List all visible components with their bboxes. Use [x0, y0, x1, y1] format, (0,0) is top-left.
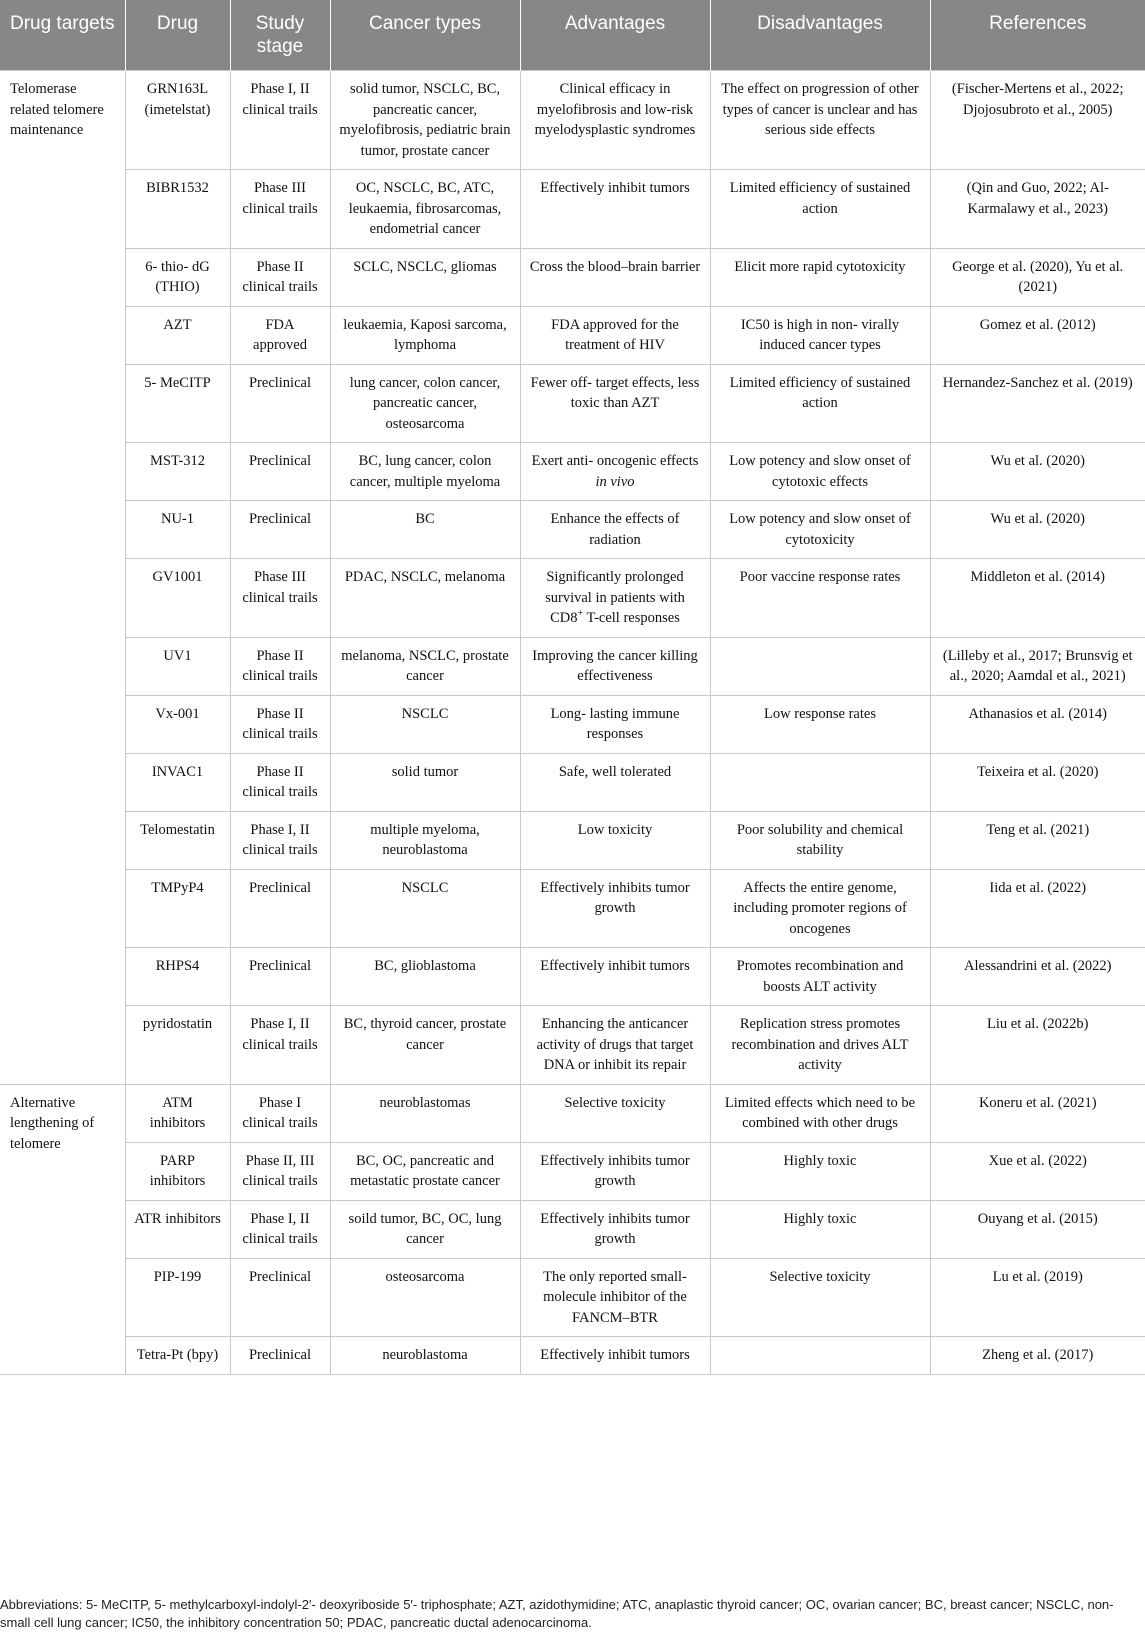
table-row — [0, 637, 1145, 695]
table-row — [0, 869, 1145, 948]
cell-stage: Phase II, III clinical trails — [230, 1142, 330, 1200]
cell-drug: pyridostatin — [125, 1006, 230, 1085]
table-row — [0, 170, 1145, 249]
cell-disadvantages: Low potency and slow onset of cytotoxicity — [710, 501, 930, 559]
cell-cancer: BC, glioblastoma — [330, 948, 520, 1006]
cell-references: Hernandez-Sanchez et al. (2019) — [930, 364, 1145, 443]
cell-drug: ATM inhibitors — [125, 1084, 230, 1142]
cell-cancer: BC, thyroid cancer, prostate cancer — [330, 1006, 520, 1085]
table-row — [0, 948, 1145, 1006]
cell-advantages: The only reported small-molecule inhibitor of the FANCM–BTR — [520, 1258, 710, 1337]
cell-stage: Phase II clinical trails — [230, 637, 330, 695]
cell-cancer: OC, NSCLC, BC, ATC, leukaemia, fibrosarcomas, endometrial cancer — [330, 170, 520, 249]
cell-cancer: SCLC, NSCLC, gliomas — [330, 248, 520, 306]
header-disadvantages: Disadvantages — [710, 0, 930, 71]
cell-stage: Preclinical — [230, 1337, 330, 1375]
cell-drug: UV1 — [125, 637, 230, 695]
cell-references: (Qin and Guo, 2022; Al-Karmalawy et al., 2023) — [930, 170, 1145, 249]
cell-stage: Preclinical — [230, 948, 330, 1006]
cell-stage: Preclinical — [230, 364, 330, 443]
cell-advantages: Effectively inhibits tumor growth — [520, 1142, 710, 1200]
cell-cancer: osteosarcoma — [330, 1258, 520, 1337]
cell-cancer: NSCLC — [330, 695, 520, 753]
cell-disadvantages: Low response rates — [710, 695, 930, 753]
cell-stage: Phase II clinical trails — [230, 753, 330, 811]
cell-cancer: melanoma, NSCLC, prostate cancer — [330, 637, 520, 695]
cell-stage: Preclinical — [230, 1258, 330, 1337]
cell-cancer: NSCLC — [330, 869, 520, 948]
cell-disadvantages: Poor solubility and chemical stability — [710, 811, 930, 869]
cell-stage: Phase I, II clinical trails — [230, 1200, 330, 1258]
cell-disadvantages: Limited effects which need to be combined with other drugs — [710, 1084, 930, 1142]
cell-stage: Phase II clinical trails — [230, 695, 330, 753]
cell-references: Xue et al. (2022) — [930, 1142, 1145, 1200]
cell-stage: FDA approved — [230, 306, 330, 364]
cell-drug: GV1001 — [125, 559, 230, 638]
table-row — [0, 1084, 1145, 1142]
cell-drug: AZT — [125, 306, 230, 364]
cell-drug: BIBR1532 — [125, 170, 230, 249]
cell-references: Teng et al. (2021) — [930, 811, 1145, 869]
header-references: References — [930, 0, 1145, 71]
table-row — [0, 1200, 1145, 1258]
cell-disadvantages: The effect on progression of other types of cancer is unclear and has serious side effects — [710, 71, 930, 170]
cell-references: Gomez et al. (2012) — [930, 306, 1145, 364]
table-row — [0, 559, 1145, 638]
cell-stage: Phase II clinical trails — [230, 248, 330, 306]
cell-drug: INVAC1 — [125, 753, 230, 811]
cell-cancer: solid tumor, NSCLC, BC, pancreatic cancer, myelofibrosis, pediatric brain tumor, prostate cancer — [330, 71, 520, 170]
cell-cancer: BC, lung cancer, colon cancer, multiple myeloma — [330, 443, 520, 501]
cell-references: George et al. (2020), Yu et al. (2021) — [930, 248, 1145, 306]
header-advantages: Advantages — [520, 0, 710, 71]
cell-references: Athanasios et al. (2014) — [930, 695, 1145, 753]
cell-cancer: neuroblastoma — [330, 1337, 520, 1375]
cell-advantages: Selective toxicity — [520, 1084, 710, 1142]
cell-cancer: leukaemia, Kaposi sarcoma, lymphoma — [330, 306, 520, 364]
cell-advantages: Effectively inhibits tumor growth — [520, 869, 710, 948]
cell-disadvantages: Replication stress promotes recombination and drives ALT activity — [710, 1006, 930, 1085]
cell-advantages — [520, 559, 710, 638]
cell-disadvantages: IC50 is high in non- virally induced cancer types — [710, 306, 930, 364]
cell-references: Lu et al. (2019) — [930, 1258, 1145, 1337]
cell-advantages: FDA approved for the treatment of HIV — [520, 306, 710, 364]
cell-stage: Phase III clinical trails — [230, 170, 330, 249]
cell-advantages: Cross the blood–brain barrier — [520, 248, 710, 306]
cell-references: Liu et al. (2022b) — [930, 1006, 1145, 1085]
cell-drug: MST-312 — [125, 443, 230, 501]
cell-references: (Fischer-Mertens et al., 2022; Djojosubroto et al., 2005) — [930, 71, 1145, 170]
advantages-text-end: T-cell responses — [583, 610, 680, 626]
cell-advantages: Effectively inhibit tumors — [520, 948, 710, 1006]
table-row — [0, 364, 1145, 443]
advantages-text: Significantly prolonged survival in patients with CD8 — [545, 569, 685, 626]
table-row — [0, 248, 1145, 306]
cell-advantages — [520, 443, 710, 501]
cell-disadvantages: Poor vaccine response rates — [710, 559, 930, 638]
cell-references: Teixeira et al. (2020) — [930, 753, 1145, 811]
table-row — [0, 811, 1145, 869]
advantages-text: Exert anti- oncogenic effects — [531, 453, 699, 469]
cell-references: Middleton et al. (2014) — [930, 559, 1145, 638]
table-row — [0, 1337, 1145, 1375]
cell-drug: 5- MeCITP — [125, 364, 230, 443]
cell-disadvantages: Limited efficiency of sustained action — [710, 170, 930, 249]
cell-stage: Phase I, II clinical trails — [230, 71, 330, 170]
cell-references: Iida et al. (2022) — [930, 869, 1145, 948]
cell-advantages: Effectively inhibit tumors — [520, 1337, 710, 1375]
table-row — [0, 695, 1145, 753]
cell-disadvantages: Elicit more rapid cytotoxicity — [710, 248, 930, 306]
cell-drug: Telomestatin — [125, 811, 230, 869]
cell-drug: 6- thio- dG (THIO) — [125, 248, 230, 306]
header-drug: Drug — [125, 0, 230, 71]
cell-references: Zheng et al. (2017) — [930, 1337, 1145, 1375]
cell-cancer: BC, OC, pancreatic and metastatic prostate cancer — [330, 1142, 520, 1200]
cell-drug: PIP-199 — [125, 1258, 230, 1337]
cell-stage: Preclinical — [230, 869, 330, 948]
cell-stage: Phase I, II clinical trails — [230, 1006, 330, 1085]
advantages-italic: in vivo — [595, 473, 635, 490]
superscript: + — [577, 608, 584, 620]
cell-drug: GRN163L (imetelstat) — [125, 71, 230, 170]
cell-disadvantages: Affects the entire genome, including promoter regions of oncogenes — [710, 869, 930, 948]
header-study-stage: Study stage — [230, 0, 330, 71]
cell-references: Ouyang et al. (2015) — [930, 1200, 1145, 1258]
abbreviations-footnote: Abbreviations: 5- MeCITP, 5- methylcarboxyl-indolyl-2′- deoxyriboside 5′- triphosphate; AZT, azidothymidine; ATC, anaplastic thyroid cancer; OC, ovarian cancer; BC, breast cancer; NSCLC, non-small cell lung cancer; IC50, the inhibitory concentration 50; PDAC, pancreatic ductal adenocarcinoma. — [0, 1597, 1114, 1630]
header-drug-targets: Drug targets — [0, 0, 125, 71]
cell-references: Wu et al. (2020) — [930, 443, 1145, 501]
cell-references: Koneru et al. (2021) — [930, 1084, 1145, 1142]
cell-drug: RHPS4 — [125, 948, 230, 1006]
table-row — [0, 501, 1145, 559]
cell-disadvantages: Selective toxicity — [710, 1258, 930, 1337]
header-cancer-types: Cancer types — [330, 0, 520, 71]
cell-advantages: Safe, well tolerated — [520, 753, 710, 811]
cell-disadvantages — [710, 1337, 930, 1375]
cell-cancer: solid tumor — [330, 753, 520, 811]
cell-cancer: soild tumor, BC, OC, lung cancer — [330, 1200, 520, 1258]
cell-cancer: BC — [330, 501, 520, 559]
table-row — [0, 1258, 1145, 1337]
cell-disadvantages: Low potency and slow onset of cytotoxic effects — [710, 443, 930, 501]
cell-advantages: Clinical efficacy in myelofibrosis and low-risk myelodysplastic syndromes — [520, 71, 710, 170]
cell-cancer: neuroblastomas — [330, 1084, 520, 1142]
cell-stage: Phase I clinical trails — [230, 1084, 330, 1142]
table-row — [0, 753, 1145, 811]
cell-advantages: Enhance the effects of radiation — [520, 501, 710, 559]
cell-drug: ATR inhibitors — [125, 1200, 230, 1258]
cell-advantages: Improving the cancer killing effectiveness — [520, 637, 710, 695]
group-label: Telomerase related telomere maintenance — [0, 71, 125, 1085]
cell-references: Alessandrini et al. (2022) — [930, 948, 1145, 1006]
cell-drug: NU-1 — [125, 501, 230, 559]
cell-cancer: PDAC, NSCLC, melanoma — [330, 559, 520, 638]
cell-advantages: Enhancing the anticancer activity of drugs that target DNA or inhibit its repair — [520, 1006, 710, 1085]
group-label: Alternative lengthening of telomere — [0, 1084, 125, 1374]
cell-cancer: lung cancer, colon cancer, pancreatic cancer, osteosarcoma — [330, 364, 520, 443]
table-row — [0, 71, 1145, 170]
cell-disadvantages: Highly toxic — [710, 1200, 930, 1258]
cell-cancer: multiple myeloma, neuroblastoma — [330, 811, 520, 869]
cell-advantages: Low toxicity — [520, 811, 710, 869]
cell-disadvantages — [710, 637, 930, 695]
cell-stage: Phase III clinical trails — [230, 559, 330, 638]
cell-stage: Phase I, II clinical trails — [230, 811, 330, 869]
cell-references: Wu et al. (2020) — [930, 501, 1145, 559]
table-row — [0, 1006, 1145, 1085]
cell-disadvantages: Highly toxic — [710, 1142, 930, 1200]
cell-advantages: Fewer off- target effects, less toxic than AZT — [520, 364, 710, 443]
header-row — [0, 0, 1145, 71]
cell-references: (Lilleby et al., 2017; Brunsvig et al., 2020; Aamdal et al., 2021) — [930, 637, 1145, 695]
cell-advantages: Long- lasting immune responses — [520, 695, 710, 753]
cell-drug: Vx-001 — [125, 695, 230, 753]
cell-advantages: Effectively inhibit tumors — [520, 170, 710, 249]
cell-drug: Tetra-Pt (bpy) — [125, 1337, 230, 1375]
table-row — [0, 443, 1145, 501]
cell-disadvantages: Promotes recombination and boosts ALT activity — [710, 948, 930, 1006]
cell-disadvantages: Limited efficiency of sustained action — [710, 364, 930, 443]
cell-advantages: Effectively inhibits tumor growth — [520, 1200, 710, 1258]
cell-disadvantages — [710, 753, 930, 811]
cell-stage: Preclinical — [230, 443, 330, 501]
cell-drug: PARP inhibitors — [125, 1142, 230, 1200]
cell-stage: Preclinical — [230, 501, 330, 559]
cell-drug: TMPyP4 — [125, 869, 230, 948]
table-row — [0, 306, 1145, 364]
table-row — [0, 1142, 1145, 1200]
